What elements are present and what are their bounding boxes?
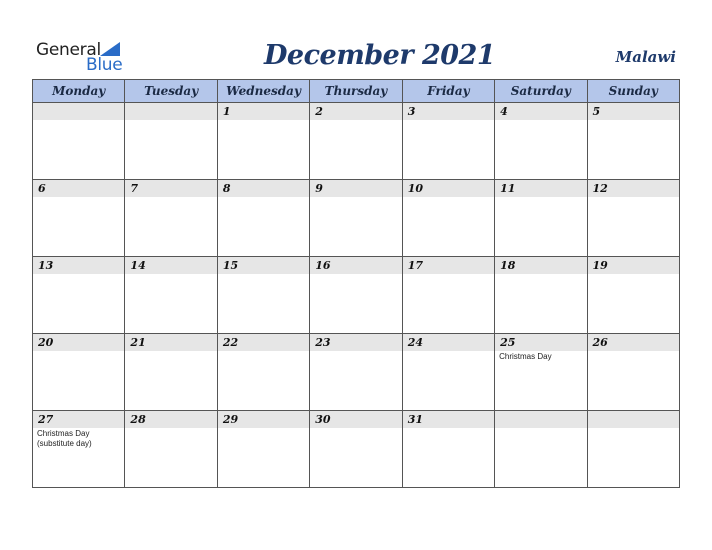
weekday-header: Friday bbox=[402, 80, 494, 103]
day-number-bar bbox=[218, 411, 309, 428]
day-number-bar bbox=[495, 257, 586, 274]
day-cell bbox=[217, 411, 309, 488]
day-cell bbox=[310, 411, 402, 488]
day-cell bbox=[587, 257, 679, 334]
day-cell bbox=[495, 334, 587, 411]
day-number: 31 bbox=[407, 413, 423, 426]
day-number: 1 bbox=[222, 105, 231, 118]
day-cell bbox=[310, 334, 402, 411]
day-number-bar bbox=[495, 180, 586, 197]
day-number: 29 bbox=[222, 413, 239, 426]
week-row bbox=[33, 257, 680, 334]
day-number-bar bbox=[403, 180, 494, 197]
day-cell bbox=[310, 257, 402, 334]
day-cell bbox=[495, 103, 587, 180]
weekday-header: Tuesday bbox=[125, 80, 217, 103]
week-row bbox=[33, 411, 680, 488]
day-number: 19 bbox=[592, 259, 608, 272]
generalblue-logo bbox=[36, 40, 136, 74]
day-number: 25 bbox=[500, 336, 516, 349]
day-cell bbox=[495, 257, 587, 334]
day-number: 20 bbox=[38, 336, 54, 349]
day-number: 10 bbox=[407, 182, 423, 195]
day-number: 15 bbox=[222, 259, 239, 272]
day-cell bbox=[310, 180, 402, 257]
weekday-header-row bbox=[33, 80, 680, 103]
day-number: 11 bbox=[500, 182, 516, 195]
holiday-label: Christmas Day (substitute day) bbox=[37, 429, 92, 448]
day-number: 16 bbox=[315, 259, 331, 272]
weekday-header: Wednesday bbox=[217, 80, 309, 103]
day-number-bar bbox=[33, 103, 124, 120]
day-number: 14 bbox=[130, 259, 146, 272]
day-cell bbox=[125, 180, 217, 257]
day-number: 6 bbox=[38, 182, 46, 195]
day-number-bar bbox=[588, 103, 679, 120]
day-cell bbox=[125, 257, 217, 334]
day-cell bbox=[495, 411, 587, 488]
week-row bbox=[33, 103, 680, 180]
day-cell bbox=[217, 103, 309, 180]
day-number-bar bbox=[588, 180, 679, 197]
day-cell bbox=[217, 180, 309, 257]
day-cell bbox=[495, 180, 587, 257]
day-number: 2 bbox=[315, 105, 323, 118]
weekday-header: Saturday bbox=[495, 80, 587, 103]
day-cell bbox=[33, 334, 125, 411]
day-number: 3 bbox=[407, 105, 416, 118]
day-number: 13 bbox=[38, 259, 54, 272]
day-number-bar bbox=[495, 103, 586, 120]
day-number-bar bbox=[125, 103, 216, 120]
day-number-bar bbox=[33, 334, 124, 351]
day-cell bbox=[33, 103, 125, 180]
day-number-bar bbox=[310, 411, 401, 428]
day-cell bbox=[217, 334, 309, 411]
day-cell bbox=[587, 411, 679, 488]
day-number-bar bbox=[403, 257, 494, 274]
day-number: 22 bbox=[222, 336, 239, 349]
day-number-bar bbox=[218, 334, 309, 351]
day-number-bar bbox=[495, 411, 586, 428]
logo-general-text: General bbox=[36, 40, 101, 60]
day-number-bar bbox=[403, 334, 494, 351]
day-number: 30 bbox=[315, 413, 331, 426]
day-number-bar bbox=[125, 257, 216, 274]
day-cell bbox=[33, 257, 125, 334]
day-cell bbox=[402, 411, 494, 488]
day-number: 4 bbox=[500, 105, 508, 118]
day-number-bar bbox=[218, 103, 309, 120]
day-number-bar bbox=[218, 257, 309, 274]
day-number: 21 bbox=[130, 336, 146, 349]
day-number-bar bbox=[33, 257, 124, 274]
day-cell bbox=[587, 334, 679, 411]
weekday-header: Monday bbox=[33, 80, 125, 103]
day-number-bar bbox=[403, 103, 494, 120]
day-cell bbox=[217, 257, 309, 334]
day-number: 7 bbox=[130, 182, 139, 195]
day-number-bar bbox=[588, 257, 679, 274]
day-number-bar bbox=[310, 257, 401, 274]
day-cell bbox=[125, 103, 217, 180]
day-cell bbox=[125, 411, 217, 488]
weekday-header: Sunday bbox=[587, 80, 679, 103]
day-number: 23 bbox=[315, 336, 331, 349]
day-number-bar bbox=[495, 334, 586, 351]
day-number-bar bbox=[403, 411, 494, 428]
day-number: 5 bbox=[592, 105, 601, 118]
day-number: 27 bbox=[38, 413, 54, 426]
day-cell bbox=[587, 103, 679, 180]
day-cell bbox=[310, 103, 402, 180]
calendar-table bbox=[32, 79, 680, 488]
calendar-grid bbox=[32, 79, 680, 488]
day-number-bar bbox=[125, 411, 216, 428]
day-number-bar bbox=[310, 334, 401, 351]
day-number: 8 bbox=[222, 182, 231, 195]
day-cell bbox=[33, 411, 125, 488]
day-cell bbox=[402, 103, 494, 180]
day-number: 28 bbox=[130, 413, 146, 426]
day-cell bbox=[125, 334, 217, 411]
day-number-bar bbox=[125, 180, 216, 197]
day-number-bar bbox=[125, 334, 216, 351]
day-number: 18 bbox=[500, 259, 516, 272]
logo-blue-text: Blue bbox=[86, 55, 123, 75]
week-row bbox=[33, 180, 680, 257]
day-number-bar bbox=[310, 180, 401, 197]
day-number-bar bbox=[33, 180, 124, 197]
day-number-bar bbox=[218, 180, 309, 197]
day-cell bbox=[587, 180, 679, 257]
day-number-bar bbox=[588, 334, 679, 351]
day-number: 24 bbox=[407, 336, 423, 349]
day-number: 26 bbox=[592, 336, 608, 349]
week-row bbox=[33, 334, 680, 411]
country-label: Malawi bbox=[615, 48, 676, 66]
day-cell bbox=[402, 257, 494, 334]
day-number-bar bbox=[33, 411, 124, 428]
page-title: December 2021 bbox=[264, 40, 496, 71]
day-cell bbox=[33, 180, 125, 257]
day-number-bar bbox=[588, 411, 679, 428]
day-number: 17 bbox=[407, 259, 423, 272]
logo-flag-icon bbox=[100, 42, 120, 56]
holiday-label: Christmas Day bbox=[499, 352, 552, 361]
day-number: 9 bbox=[315, 182, 323, 195]
day-number-bar bbox=[310, 103, 401, 120]
day-cell bbox=[402, 180, 494, 257]
day-number: 12 bbox=[592, 182, 608, 195]
day-cell bbox=[402, 334, 494, 411]
weekday-header: Thursday bbox=[310, 80, 402, 103]
